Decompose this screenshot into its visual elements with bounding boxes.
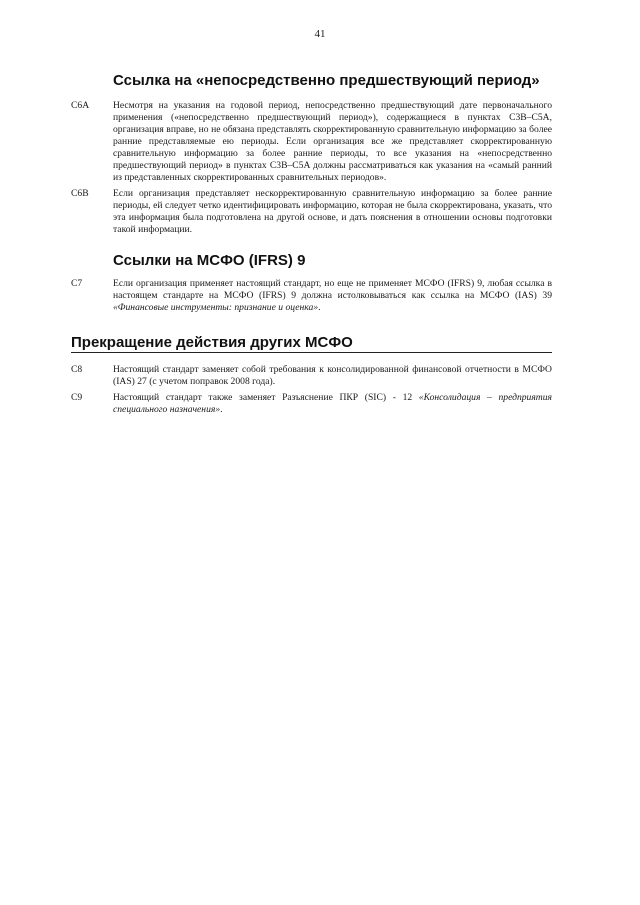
section-heading-withdrawal-of-other-ifrs: Прекращение действия других МСФО (71, 334, 552, 353)
paragraph-text: Если организация представляет нескорректированную сравнительную информацию за более ранние периоды, ей следует четко идентифицировать информацию, которая не была скорректирована, указать, что эта информация была подготовлена на другой основе, и дать пояснения в отношении основы подготовки такой информации. (113, 188, 552, 235)
paragraph-number: C9 (71, 392, 83, 403)
paragraph-text-italic: «Финансовые инструменты: признание и оценка» (113, 302, 319, 313)
paragraph-text (113, 278, 552, 314)
paragraph-text: Несмотря на указания на годовой период, непосредственно предшествующий дате первоначального применения («непосредственно предшествующий период»), содержащиеся в пунктах C3B–C5A, организация вправе, но не обязана представлять скорректированную сравнительную информацию за более ранние представляемые ею периоды. Если организация все же представляет скорректированную сравнительную информацию за более ранние периоды, то все указания на «непосредственно предшествующий период» в пунктах C3B–C5A должны рассматриваться как указания на «самый ранний из представленных скорректированных сравнительных периодов». (113, 100, 552, 183)
paragraph-text-after: . (318, 302, 321, 313)
paragraph-number: C6B (71, 188, 89, 199)
section-heading-ifrs9-references: Ссылки на МСФО (IFRS) 9 (113, 252, 306, 269)
paragraph-c6b (71, 188, 552, 242)
paragraph-text-body: Настоящий стандарт также заменяет Разъяснение ПКР (SIC) - 12 (113, 392, 419, 403)
paragraph-number: C8 (71, 364, 83, 375)
paragraph-text-body: Если организация применяет настоящий стандарт, но еще не применяет МСФО (IFRS) 9, любая ссылка в настоящем стандарте на МСФО (IFRS) 9 должна истолковываться как ссылка на МСФО (IAS) 39 (113, 278, 552, 301)
section-heading-reference-period: Ссылка на «непосредственно предшествующий период» (113, 72, 540, 89)
paragraph-c6a (71, 100, 552, 200)
paragraph-text: Настоящий стандарт заменяет собой требования к консолидированной финансовой отчетности в МСФО (IAS) 27 (с учетом поправок 2008 года). (113, 364, 552, 387)
paragraph-c9 (71, 392, 552, 418)
paragraph-c7 (71, 278, 552, 318)
paragraph-text-italic: «Консолидация – предприятия специального назначения» (113, 392, 552, 415)
paragraph-text-after: . (220, 404, 223, 415)
paragraph-number: C6A (71, 100, 90, 111)
page-number: 41 (314, 28, 326, 40)
paragraph-c8 (71, 364, 552, 390)
paragraph-text (113, 392, 552, 416)
paragraph-number: C7 (71, 278, 83, 289)
